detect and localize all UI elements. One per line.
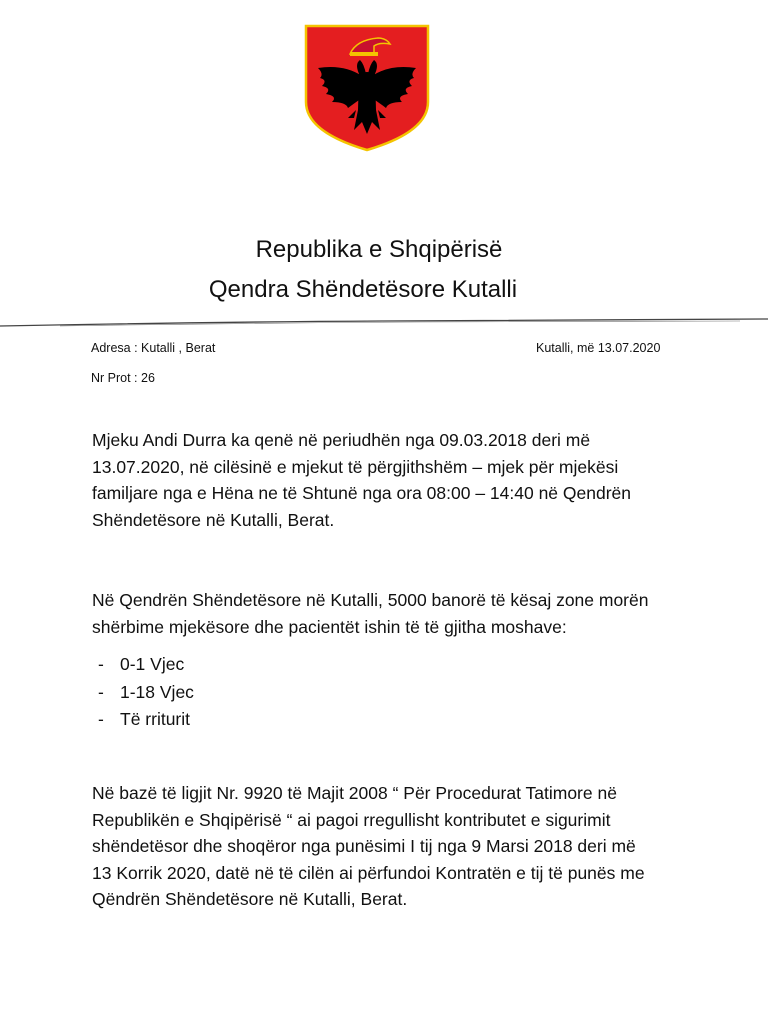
protocol-number: Nr Prot : 26 <box>91 371 155 385</box>
paragraph-services <box>92 587 752 640</box>
list-bullet: - <box>98 681 104 702</box>
text-line: Në bazë të ligjit Nr. 9920 të Majit 2008 “ Për Procedurat Tatimore në <box>92 783 617 803</box>
institution-country: Republika e Shqipërisë <box>255 236 503 263</box>
age-group-list <box>92 651 194 734</box>
list-bullet: - <box>98 654 104 674</box>
paragraph-contributions <box>92 780 752 913</box>
text-line: Republikën e Shqipërisë “ ai pagoi rregullisht kontributet e sigurimit <box>92 809 611 830</box>
institution-name: Qendra Shëndetësore Kutalli <box>208 276 518 303</box>
header-divider <box>0 312 768 332</box>
list-bullet: - <box>98 709 104 729</box>
text-line: Qëndrën Shëndetësore në Kutalli, Berat. <box>92 889 408 909</box>
paragraph-employment <box>92 427 752 533</box>
text-line: Shëndetësore në Kutalli, Berat. <box>92 509 335 530</box>
coat-of-arms-icon <box>304 24 430 152</box>
text-line: Në Qendrën Shëndetësore në Kutalli, 5000 banorë të kësaj zone morën <box>92 590 649 610</box>
text-line: Mjeku Andi Durra ka qenë në periudhën nga 09.03.2018 deri më <box>92 430 591 450</box>
list-item: - 0-1 Vjec <box>92 651 194 679</box>
address-line: Adresa : Kutalli , Berat <box>91 341 216 355</box>
text-line: shërbime mjekësore dhe pacientët ishin të të gjitha moshave: <box>92 616 567 637</box>
text-line: 13.07.2020, në cilësinë e mjekut të përgjithshëm – mjek për mjekësi <box>92 456 619 477</box>
text-line: familjare nga e Hëna ne të Shtunë nga ora 08:00 – 14:40 në Qendrën <box>92 483 632 503</box>
place-date: Kutalli, më 13.07.2020 <box>536 341 661 355</box>
text-line: shëndetësor dhe shoqëror nga punësimi I tij nga 9 Marsi 2018 deri më <box>92 836 636 856</box>
list-item: - 1-18 Vjec <box>92 679 194 707</box>
list-item: - Të rriturit <box>92 706 194 734</box>
text-line: 13 Korrik 2020, datë në të cilën ai përfundoi Kontratën e tij të punës me <box>92 862 645 883</box>
